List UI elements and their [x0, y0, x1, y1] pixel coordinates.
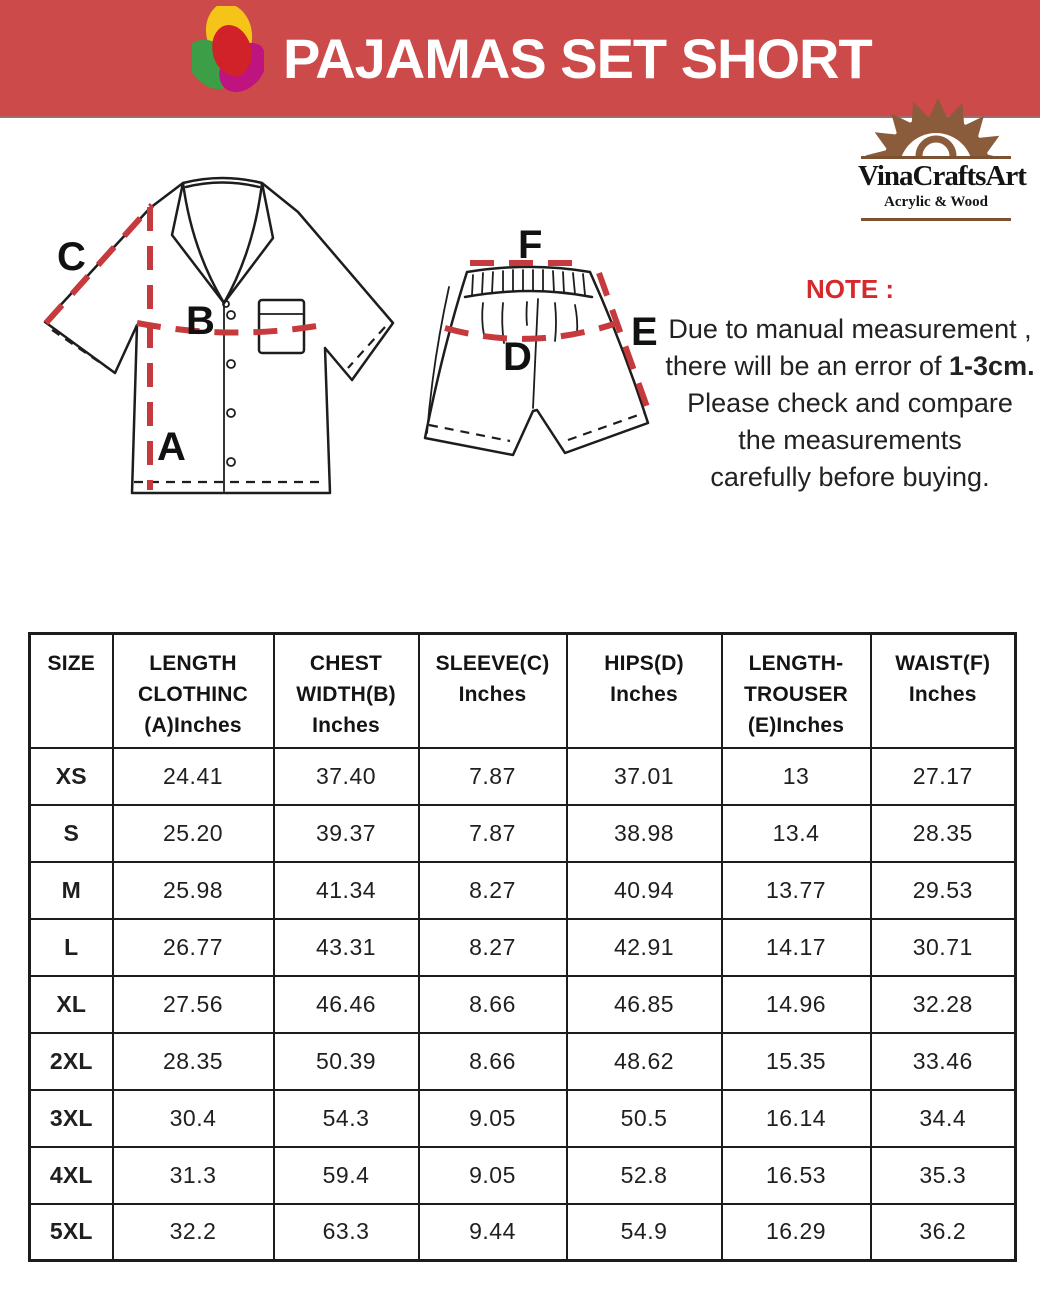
note-line-3: Please check and compare: [687, 388, 1013, 418]
cell-value: 40.94: [567, 862, 722, 919]
cell-value: 7.87: [419, 805, 567, 862]
measure-label-a: A: [157, 425, 186, 469]
size-table: [28, 632, 1017, 1262]
cell-value: 9.05: [419, 1147, 567, 1204]
cell-value: 46.46: [274, 976, 419, 1033]
col-header-chest-width: CHEST WIDTH(B) Inches: [274, 634, 419, 748]
brand-logo: [858, 86, 1026, 221]
cell-value: 34.4: [871, 1090, 1016, 1147]
cell-value: 48.62: [567, 1033, 722, 1090]
cell-value: 8.27: [419, 862, 567, 919]
note-line-2-text: there will be an error of: [665, 351, 950, 381]
cell-size: M: [30, 862, 113, 919]
table-row-m: [30, 862, 1016, 919]
cell-value: 8.27: [419, 919, 567, 976]
cell-size: 3XL: [30, 1090, 113, 1147]
cell-value: 59.4: [274, 1147, 419, 1204]
table-row-3xl: [30, 1090, 1016, 1147]
cell-value: 46.85: [567, 976, 722, 1033]
cell-value: 29.53: [871, 862, 1016, 919]
cell-value: 37.40: [274, 748, 419, 805]
cell-value: 63.3: [274, 1204, 419, 1261]
cell-value: 16.14: [722, 1090, 871, 1147]
cell-value: 42.91: [567, 919, 722, 976]
cell-value: 16.53: [722, 1147, 871, 1204]
cell-value: 14.96: [722, 976, 871, 1033]
measure-label-c: C: [57, 235, 86, 279]
table-header-row: [30, 634, 1016, 748]
cell-size: S: [30, 805, 113, 862]
cell-value: 31.3: [113, 1147, 274, 1204]
col-header-length-clothing: LENGTH CLOTHINC (A)Inches: [113, 634, 274, 748]
table-row-2xl: [30, 1033, 1016, 1090]
measure-label-f: F: [518, 225, 543, 267]
cell-value: 15.35: [722, 1033, 871, 1090]
cell-value: 32.2: [113, 1204, 274, 1261]
cell-size: 5XL: [30, 1204, 113, 1261]
cell-value: 35.3: [871, 1147, 1016, 1204]
measure-label-d: D: [503, 335, 532, 379]
cell-value: 27.17: [871, 748, 1016, 805]
note-line-5: carefully before buying.: [710, 462, 990, 492]
cell-value: 13: [722, 748, 871, 805]
note-block: [662, 274, 1038, 496]
cell-value: 36.2: [871, 1204, 1016, 1261]
cell-value: 37.01: [567, 748, 722, 805]
table-row-5xl: [30, 1204, 1016, 1261]
table-row-4xl: [30, 1147, 1016, 1204]
cell-size: L: [30, 919, 113, 976]
cell-value: 25.20: [113, 805, 274, 862]
cell-value: 8.66: [419, 1033, 567, 1090]
cell-value: 8.66: [419, 976, 567, 1033]
note-line-2-bold: 1-3cm.: [949, 351, 1035, 381]
cell-value: 16.29: [722, 1204, 871, 1261]
cell-value: 33.46: [871, 1033, 1016, 1090]
cell-value: 52.8: [567, 1147, 722, 1204]
shirt-diagram: [40, 165, 420, 500]
page-title: PAJAMAS SET SHORT: [283, 26, 872, 90]
col-header-length-trouser: LENGTH- TROUSER (E)Inches: [722, 634, 871, 748]
cell-size: 4XL: [30, 1147, 113, 1204]
cell-value: 30.71: [871, 919, 1016, 976]
cell-value: 32.28: [871, 976, 1016, 1033]
cell-value: 39.37: [274, 805, 419, 862]
cell-value: 7.87: [419, 748, 567, 805]
measure-label-b: B: [186, 299, 215, 343]
table-row-xl: [30, 976, 1016, 1033]
brand-rule-bottom: [861, 218, 1011, 221]
table-row-xs: [30, 748, 1016, 805]
cell-value: 50.5: [567, 1090, 722, 1147]
col-header-size: SIZE: [30, 634, 113, 748]
cell-value: 28.35: [113, 1033, 274, 1090]
note-title: NOTE :: [805, 274, 895, 304]
cell-value: 14.17: [722, 919, 871, 976]
saw-blade-icon: [863, 86, 1009, 156]
cell-value: 54.9: [567, 1204, 722, 1261]
cell-value: 41.34: [274, 862, 419, 919]
table-row-l: [30, 919, 1016, 976]
cell-size: XL: [30, 976, 113, 1033]
cell-value: 27.56: [113, 976, 274, 1033]
cell-value: 25.98: [113, 862, 274, 919]
brand-name: VinaCraftsArt: [858, 160, 1026, 192]
note-line-1: Due to manual measurement ,: [668, 314, 1032, 344]
cell-value: 9.44: [419, 1204, 567, 1261]
cell-value: 13.4: [722, 805, 871, 862]
cell-value: 13.77: [722, 862, 871, 919]
note-line-2: [662, 348, 1038, 385]
cell-value: 43.31: [274, 919, 419, 976]
cell-size: XS: [30, 748, 113, 805]
cell-value: 24.41: [113, 748, 274, 805]
petal-logo-icon: [192, 6, 264, 96]
col-header-waist: WAIST(F) Inches: [871, 634, 1016, 748]
cell-size: 2XL: [30, 1033, 113, 1090]
cell-value: 26.77: [113, 919, 274, 976]
cell-value: 50.39: [274, 1033, 419, 1090]
col-header-hips: HIPS(D) Inches: [567, 634, 722, 748]
cell-value: 30.4: [113, 1090, 274, 1147]
cell-value: 28.35: [871, 805, 1016, 862]
cell-value: 38.98: [567, 805, 722, 862]
measure-label-e: E: [631, 310, 658, 354]
cell-value: 9.05: [419, 1090, 567, 1147]
table-row-s: [30, 805, 1016, 862]
brand-rule-top: [861, 156, 1011, 159]
cell-value: 54.3: [274, 1090, 419, 1147]
col-header-sleeve: SLEEVE(C) Inches: [419, 634, 567, 748]
shorts-diagram: [415, 225, 700, 490]
brand-tagline: Acrylic & Wood: [884, 194, 988, 210]
note-line-4: the measurements: [738, 425, 962, 455]
